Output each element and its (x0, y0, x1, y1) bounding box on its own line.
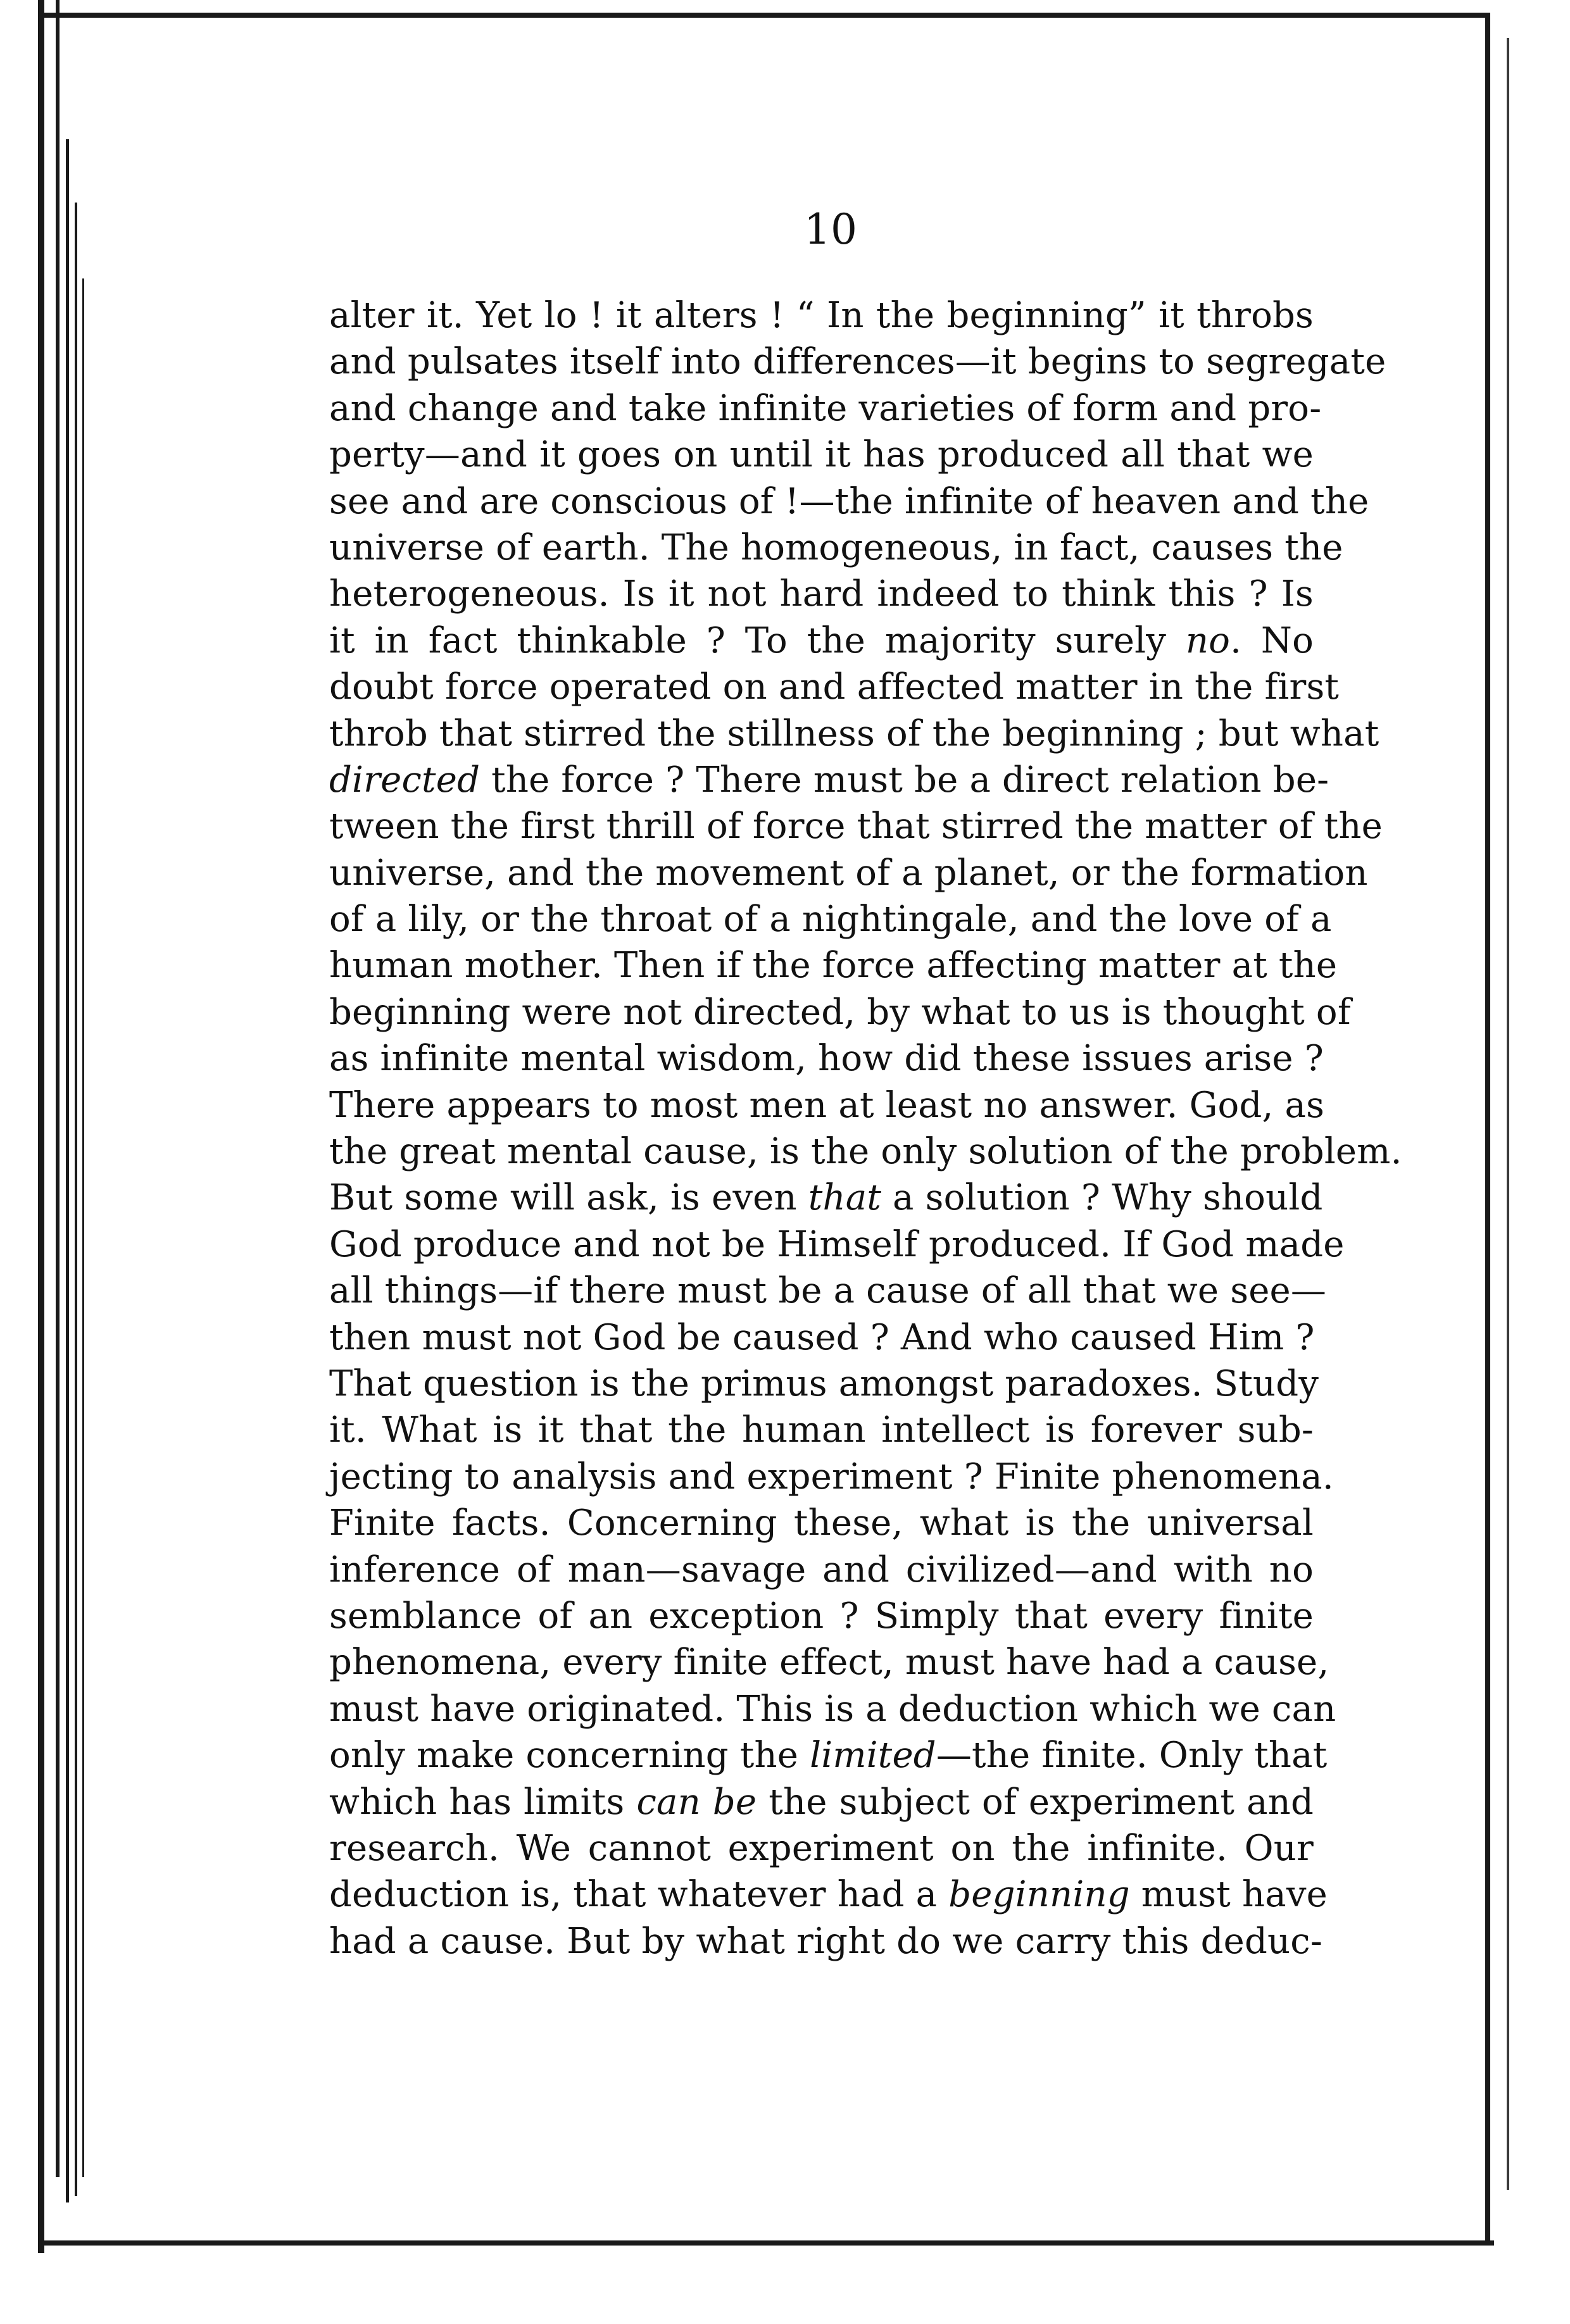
text-line: directed the force ? There must be a direct relation be- (329, 759, 1329, 801)
italic-emphasis: that (808, 1177, 882, 1219)
text-line: all things—if there must be a cause of all that we see— (329, 1270, 1327, 1312)
text-line: God produce and not be Himself produced. If God made (329, 1223, 1345, 1265)
text-line: and pulsates itself into differences—it begins to segregate (329, 341, 1386, 383)
text-line: perty—and it goes on until it has produced all that we (329, 434, 1314, 476)
text-line: But some will ask, is even that a solution ? Why should (329, 1177, 1323, 1219)
text-line: which has limits can be the subject of experiment and (329, 1781, 1314, 1823)
text-line: research. We cannot experiment on the infinite. Our (329, 1827, 1314, 1869)
text-line: doubt force operated on and affected matter in the first (329, 666, 1340, 708)
text-line: throb that stirred the stillness of the beginning ; but what (329, 713, 1379, 754)
page-number: 10 (804, 205, 857, 254)
text-line: as infinite mental wisdom, how did these issues arise ? (329, 1038, 1324, 1080)
text-line: beginning were not directed, by what to us is thought of (329, 991, 1351, 1033)
body-text (329, 292, 1402, 1965)
facing-page-edge (1507, 38, 1509, 2190)
text-line: Finite facts. Concerning these, what is the universal (329, 1502, 1314, 1544)
italic-emphasis: directed (329, 759, 480, 801)
binding-edge-line (75, 203, 77, 2196)
text-line: the great mental cause, is the only solution of the problem. (329, 1131, 1402, 1173)
text-line: inference of man—savage and civilized—and with no (329, 1549, 1314, 1590)
text-line: only make concerning the limited—the finite. Only that (329, 1735, 1328, 1777)
text-line: That question is the primus amongst paradoxes. Study (329, 1363, 1319, 1404)
text-line: it in fact thinkable ? To the majority surely no. No (329, 620, 1314, 661)
italic-emphasis: can be (636, 1781, 757, 1823)
text-line: tween the first thrill of force that stirred the matter of the (329, 806, 1383, 847)
text-line: of a lily, or the throat of a nightingale, and the love of a (329, 899, 1332, 940)
text-line: human mother. Then if the force affecting matter at the (329, 945, 1338, 987)
text-line: phenomena, every finite effect, must have had a cause, (329, 1642, 1329, 1684)
text-line: alter it. Yet lo ! it alters ! “ In the beginning” it throbs (329, 295, 1314, 336)
text-line: jecting to analysis and experiment ? Finite phenomena. (329, 1456, 1334, 1497)
text-line: heterogeneous. Is it not hard indeed to think this ? Is (329, 573, 1314, 615)
text-line: deduction is, that whatever had a beginning must have (329, 1874, 1328, 1916)
text-line: it. What is it that the human intellect is forever sub- (329, 1409, 1314, 1451)
binding-edge-line (56, 0, 60, 2177)
text-line: There appears to most men at least no answer. God, as (329, 1084, 1325, 1126)
text-line: semblance of an exception ? Simply that every finite (329, 1595, 1314, 1637)
page-top-edge (38, 13, 1488, 18)
italic-emphasis: no (1185, 620, 1231, 661)
text-line: had a cause. But by what right do we carry this deduc- (329, 1920, 1322, 1962)
binding-edge-line (38, 0, 44, 2253)
italic-emphasis: beginning (948, 1874, 1130, 1916)
text-line: universe of earth. The homogeneous, in fact, causes the (329, 527, 1343, 568)
text-line: universe, and the movement of a planet, or the formation (329, 852, 1368, 894)
binding-edge-line (66, 139, 69, 2202)
text-line: then must not God be caused ? And who caused Him ? (329, 1316, 1315, 1358)
text-line: must have originated. This is a deduction which we can (329, 1688, 1336, 1730)
italic-emphasis: limited (810, 1735, 936, 1777)
page-bottom-edge (38, 2240, 1494, 2246)
page-right-edge (1485, 13, 1490, 2246)
text-line: and change and take infinite varieties of form and pro- (329, 387, 1322, 429)
text-line: see and are conscious of !—the infinite of heaven and the (329, 480, 1369, 522)
binding-edge-line (82, 278, 84, 2177)
